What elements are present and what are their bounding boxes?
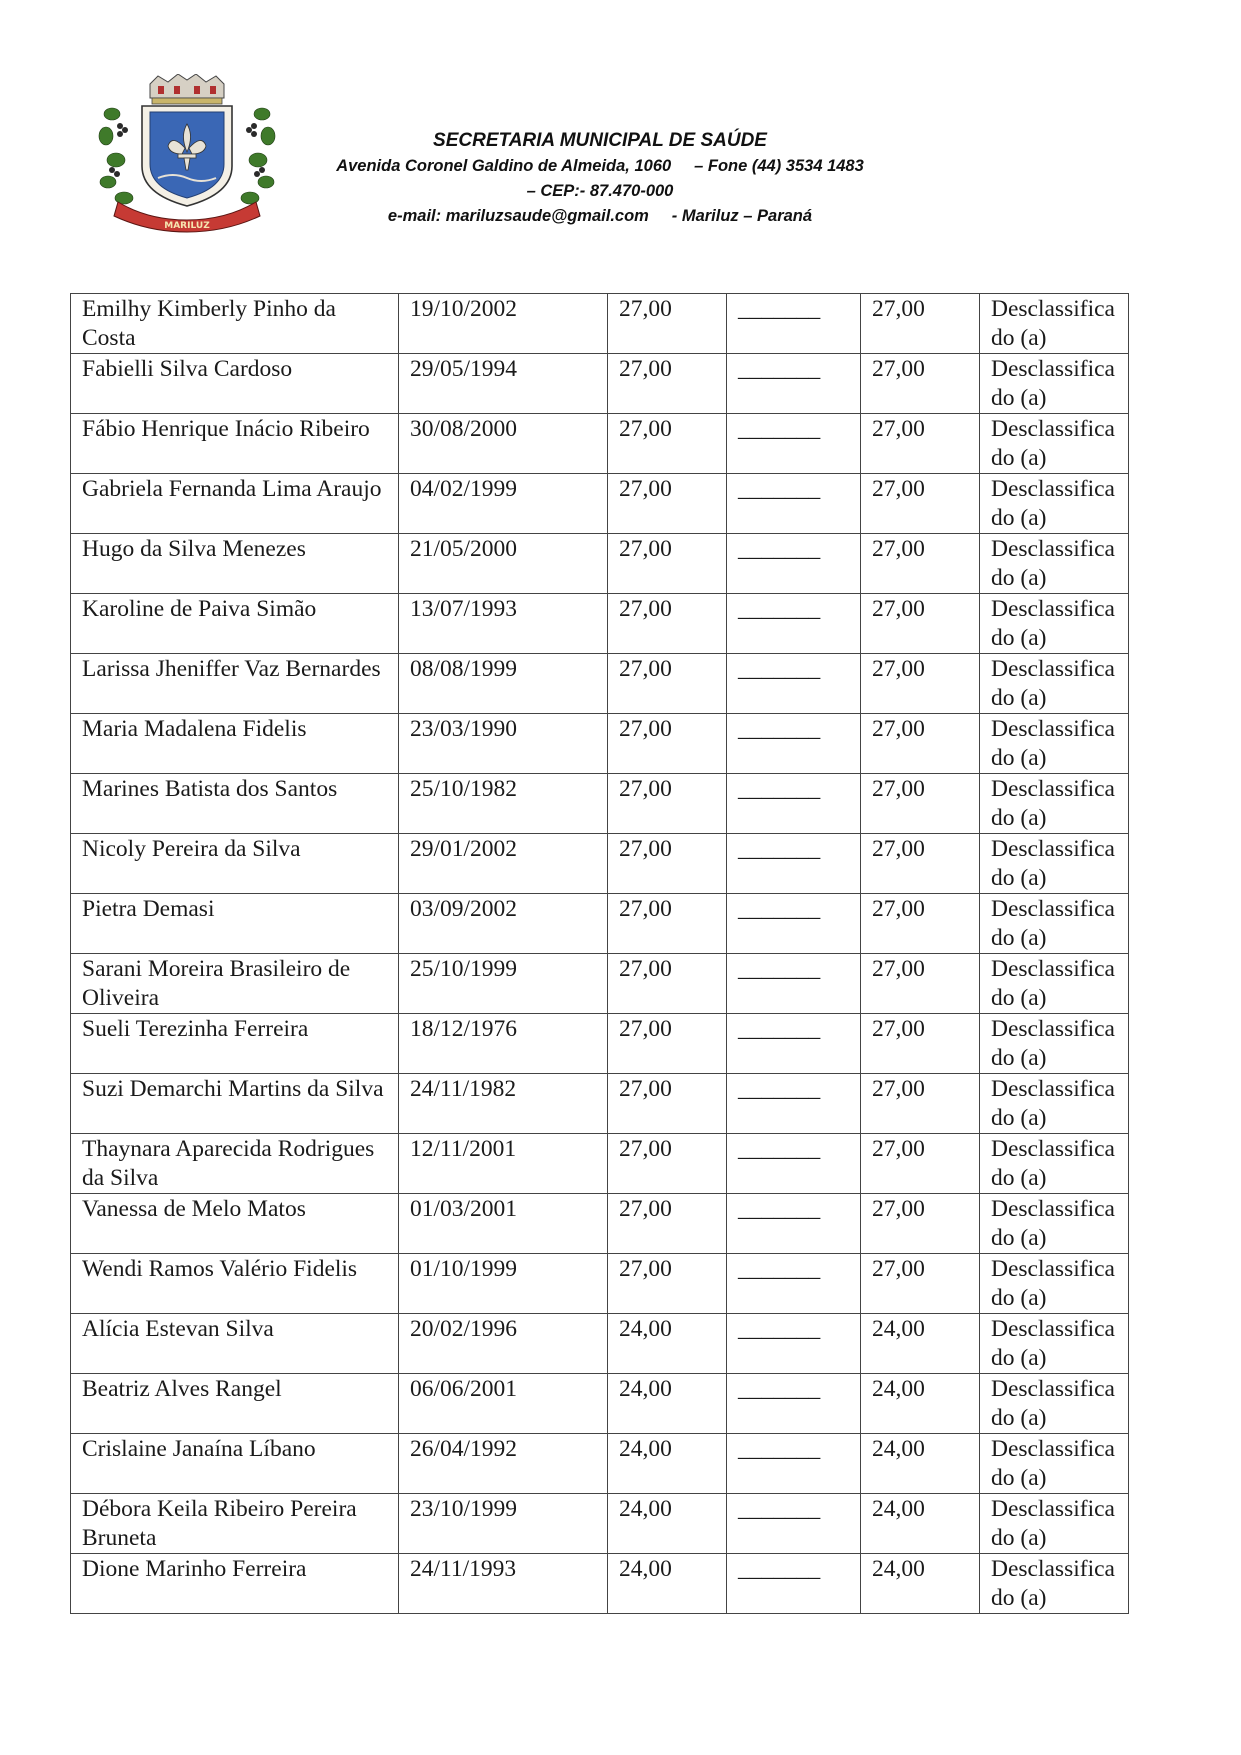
- score-cell: 27,00: [608, 654, 727, 714]
- table-row: [71, 354, 1129, 414]
- candidate-name-cell: Vanessa de Melo Matos: [71, 1194, 399, 1254]
- candidate-name-cell: Suzi Demarchi Martins da Silva: [71, 1074, 399, 1134]
- candidate-name-cell: Wendi Ramos Valério Fidelis: [71, 1254, 399, 1314]
- candidate-name-cell: Emilhy Kimberly Pinho da Costa: [71, 294, 399, 354]
- department-title: SECRETARIA MUNICIPAL DE SAÚDE: [433, 130, 767, 151]
- letterhead-text: [260, 128, 940, 229]
- birth-date-cell: 21/05/2000: [399, 534, 608, 594]
- cep-line: – CEP:- 87.470-000: [526, 182, 674, 200]
- second-score-cell: _______: [727, 354, 861, 414]
- candidate-name-cell: Pietra Demasi: [71, 894, 399, 954]
- result-status-cell: Desclassificado (a): [980, 774, 1129, 834]
- birth-date-cell: 25/10/1982: [399, 774, 608, 834]
- table-row: [71, 954, 1129, 1014]
- score-cell: 27,00: [608, 834, 727, 894]
- birth-date-cell: 03/09/2002: [399, 894, 608, 954]
- birth-date-cell: 24/11/1982: [399, 1074, 608, 1134]
- result-status-cell: Desclassificado (a): [980, 1254, 1129, 1314]
- table-row: [71, 1254, 1129, 1314]
- candidate-name-cell: Nicoly Pereira da Silva: [71, 834, 399, 894]
- second-score-cell: _______: [727, 714, 861, 774]
- table-row: [71, 1554, 1129, 1614]
- score-cell: 27,00: [608, 534, 727, 594]
- birth-date-cell: 06/06/2001: [399, 1374, 608, 1434]
- result-status-cell: Desclassificado (a): [980, 1554, 1129, 1614]
- total-score-cell: 24,00: [861, 1434, 980, 1494]
- birth-date-cell: 20/02/1996: [399, 1314, 608, 1374]
- total-score-cell: 27,00: [861, 1014, 980, 1074]
- second-score-cell: _______: [727, 414, 861, 474]
- result-status-cell: Desclassificado (a): [980, 1374, 1129, 1434]
- second-score-cell: _______: [727, 1494, 861, 1554]
- birth-date-cell: 23/10/1999: [399, 1494, 608, 1554]
- score-cell: 27,00: [608, 954, 727, 1014]
- score-cell: 27,00: [608, 1134, 727, 1194]
- second-score-cell: _______: [727, 474, 861, 534]
- table-row: [71, 1494, 1129, 1554]
- birth-date-cell: 29/05/1994: [399, 354, 608, 414]
- table-row: [71, 294, 1129, 354]
- result-status-cell: Desclassificado (a): [980, 534, 1129, 594]
- second-score-cell: _______: [727, 954, 861, 1014]
- result-status-cell: Desclassificado (a): [980, 1314, 1129, 1374]
- table-row: [71, 1074, 1129, 1134]
- birth-date-cell: 30/08/2000: [399, 414, 608, 474]
- result-status-cell: Desclassificado (a): [980, 1434, 1129, 1494]
- score-cell: 27,00: [608, 774, 727, 834]
- total-score-cell: 27,00: [861, 414, 980, 474]
- birth-date-cell: 13/07/1993: [399, 594, 608, 654]
- total-score-cell: 24,00: [861, 1554, 980, 1614]
- score-cell: 24,00: [608, 1494, 727, 1554]
- score-cell: 27,00: [608, 474, 727, 534]
- second-score-cell: _______: [727, 834, 861, 894]
- letterhead: [0, 0, 1241, 260]
- address-line: [260, 154, 940, 179]
- candidate-name-cell: Thaynara Aparecida Rodrigues da Silva: [71, 1134, 399, 1194]
- results-table: [70, 293, 1129, 1614]
- total-score-cell: 27,00: [861, 294, 980, 354]
- candidate-name-cell: Alícia Estevan Silva: [71, 1314, 399, 1374]
- birth-date-cell: 08/08/1999: [399, 654, 608, 714]
- table-row: [71, 1014, 1129, 1074]
- total-score-cell: 27,00: [861, 354, 980, 414]
- score-cell: 24,00: [608, 1434, 727, 1494]
- candidate-name-cell: Sarani Moreira Brasileiro de Oliveira: [71, 954, 399, 1014]
- birth-date-cell: 24/11/1993: [399, 1554, 608, 1614]
- score-cell: 27,00: [608, 1194, 727, 1254]
- result-status-cell: Desclassificado (a): [980, 294, 1129, 354]
- score-cell: 27,00: [608, 714, 727, 774]
- candidate-name-cell: Crislaine Janaína Líbano: [71, 1434, 399, 1494]
- table-row: [71, 1374, 1129, 1434]
- total-score-cell: 24,00: [861, 1314, 980, 1374]
- total-score-cell: 27,00: [861, 894, 980, 954]
- total-score-cell: 27,00: [861, 594, 980, 654]
- candidate-name-cell: Marines Batista dos Santos: [71, 774, 399, 834]
- score-cell: 27,00: [608, 354, 727, 414]
- table-row: [71, 594, 1129, 654]
- table-row: [71, 1434, 1129, 1494]
- candidate-name-cell: Gabriela Fernanda Lima Araujo: [71, 474, 399, 534]
- second-score-cell: _______: [727, 294, 861, 354]
- total-score-cell: 24,00: [861, 1374, 980, 1434]
- second-score-cell: _______: [727, 894, 861, 954]
- table-row: [71, 1314, 1129, 1374]
- address: Avenida Coronel Galdino de Almeida, 1060: [336, 157, 672, 175]
- result-status-cell: Desclassificado (a): [980, 1494, 1129, 1554]
- total-score-cell: 24,00: [861, 1494, 980, 1554]
- birth-date-cell: 29/01/2002: [399, 834, 608, 894]
- birth-date-cell: 04/02/1999: [399, 474, 608, 534]
- score-cell: 27,00: [608, 1254, 727, 1314]
- second-score-cell: _______: [727, 1554, 861, 1614]
- email: e-mail: mariluzsaude@gmail.com: [387, 207, 649, 225]
- contact-line: [260, 204, 940, 229]
- score-cell: 24,00: [608, 1374, 727, 1434]
- candidate-name-cell: Fabielli Silva Cardoso: [71, 354, 399, 414]
- candidate-name-cell: Beatriz Alves Rangel: [71, 1374, 399, 1434]
- candidate-name-cell: Larissa Jheniffer Vaz Bernardes: [71, 654, 399, 714]
- score-cell: 24,00: [608, 1554, 727, 1614]
- candidate-name-cell: Sueli Terezinha Ferreira: [71, 1014, 399, 1074]
- table-row: [71, 774, 1129, 834]
- candidate-name-cell: Fábio Henrique Inácio Ribeiro: [71, 414, 399, 474]
- results-table-body: [71, 294, 1129, 1614]
- total-score-cell: 27,00: [861, 714, 980, 774]
- table-row: [71, 834, 1129, 894]
- birth-date-cell: 26/04/1992: [399, 1434, 608, 1494]
- result-status-cell: Desclassificado (a): [980, 1194, 1129, 1254]
- candidate-name-cell: Débora Keila Ribeiro Pereira Bruneta: [71, 1494, 399, 1554]
- result-status-cell: Desclassificado (a): [980, 654, 1129, 714]
- second-score-cell: _______: [727, 1134, 861, 1194]
- candidate-name-cell: Hugo da Silva Menezes: [71, 534, 399, 594]
- total-score-cell: 27,00: [861, 1194, 980, 1254]
- result-status-cell: Desclassificado (a): [980, 354, 1129, 414]
- table-row: [71, 894, 1129, 954]
- total-score-cell: 27,00: [861, 1254, 980, 1314]
- result-status-cell: Desclassificado (a): [980, 1014, 1129, 1074]
- total-score-cell: 27,00: [861, 534, 980, 594]
- second-score-cell: _______: [727, 654, 861, 714]
- result-status-cell: Desclassificado (a): [980, 414, 1129, 474]
- result-status-cell: Desclassificado (a): [980, 1074, 1129, 1134]
- second-score-cell: _______: [727, 1374, 861, 1434]
- table-row: [71, 534, 1129, 594]
- total-score-cell: 27,00: [861, 774, 980, 834]
- table-row: [71, 414, 1129, 474]
- second-score-cell: _______: [727, 1434, 861, 1494]
- score-cell: 27,00: [608, 414, 727, 474]
- birth-date-cell: 01/03/2001: [399, 1194, 608, 1254]
- score-cell: 24,00: [608, 1314, 727, 1374]
- total-score-cell: 27,00: [861, 954, 980, 1014]
- candidate-name-cell: Karoline de Paiva Simão: [71, 594, 399, 654]
- second-score-cell: _______: [727, 1254, 861, 1314]
- birth-date-cell: 01/10/1999: [399, 1254, 608, 1314]
- total-score-cell: 27,00: [861, 654, 980, 714]
- score-cell: 27,00: [608, 294, 727, 354]
- second-score-cell: _______: [727, 1074, 861, 1134]
- second-score-cell: _______: [727, 1014, 861, 1074]
- municipal-crest-icon: [98, 74, 276, 234]
- result-status-cell: Desclassificado (a): [980, 474, 1129, 534]
- second-score-cell: _______: [727, 594, 861, 654]
- result-status-cell: Desclassificado (a): [980, 714, 1129, 774]
- birth-date-cell: 25/10/1999: [399, 954, 608, 1014]
- table-row: [71, 474, 1129, 534]
- crest-banner-text: MARILUZ: [164, 221, 210, 231]
- total-score-cell: 27,00: [861, 474, 980, 534]
- second-score-cell: _______: [727, 534, 861, 594]
- candidate-name-cell: Dione Marinho Ferreira: [71, 1554, 399, 1614]
- table-row: [71, 1134, 1129, 1194]
- score-cell: 27,00: [608, 1014, 727, 1074]
- birth-date-cell: 12/11/2001: [399, 1134, 608, 1194]
- phone: – Fone (44) 3534 1483: [694, 157, 864, 175]
- candidate-name-cell: Maria Madalena Fidelis: [71, 714, 399, 774]
- result-status-cell: Desclassificado (a): [980, 954, 1129, 1014]
- score-cell: 27,00: [608, 1074, 727, 1134]
- total-score-cell: 27,00: [861, 834, 980, 894]
- second-score-cell: _______: [727, 774, 861, 834]
- table-row: [71, 654, 1129, 714]
- total-score-cell: 27,00: [861, 1074, 980, 1134]
- table-row: [71, 714, 1129, 774]
- birth-date-cell: 19/10/2002: [399, 294, 608, 354]
- second-score-cell: _______: [727, 1314, 861, 1374]
- score-cell: 27,00: [608, 894, 727, 954]
- birth-date-cell: 18/12/1976: [399, 1014, 608, 1074]
- city: - Mariluz – Paraná: [671, 207, 813, 225]
- second-score-cell: _______: [727, 1194, 861, 1254]
- result-status-cell: Desclassificado (a): [980, 834, 1129, 894]
- score-cell: 27,00: [608, 594, 727, 654]
- table-row: [71, 1194, 1129, 1254]
- result-status-cell: Desclassificado (a): [980, 594, 1129, 654]
- birth-date-cell: 23/03/1990: [399, 714, 608, 774]
- result-status-cell: Desclassificado (a): [980, 894, 1129, 954]
- total-score-cell: 27,00: [861, 1134, 980, 1194]
- result-status-cell: Desclassificado (a): [980, 1134, 1129, 1194]
